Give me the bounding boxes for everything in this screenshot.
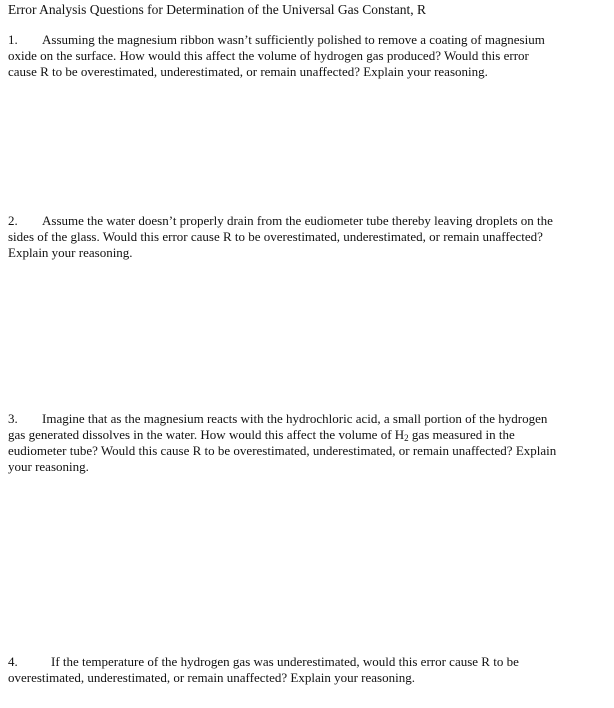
question-1-line-3: cause R to be overestimated, underestimated, or remain unaffected? Explain your reasoning.	[8, 64, 488, 79]
question-4-line-1	[8, 654, 608, 670]
question-1	[8, 32, 608, 80]
question-3-text-1: Imagine that as the magnesium reacts with the hydrochloric acid, a small portion of the hydrogen	[42, 411, 548, 426]
question-2	[8, 213, 608, 261]
question-1-line-1	[8, 32, 608, 48]
question-4-number: 4.	[8, 654, 18, 669]
question-4-line-2: overestimated, underestimated, or remain unaffected? Explain your reasoning.	[8, 670, 415, 685]
h2-subscript: 2	[404, 433, 409, 443]
question-2-text-1: Assume the water doesn’t properly drain from the eudiometer tube thereby leaving droplets on the	[42, 213, 553, 228]
question-2-line-2: sides of the glass. Would this error cause R to be overestimated, underestimated, or remain unaffected?	[8, 229, 543, 244]
question-1-number: 1.	[8, 32, 18, 47]
question-3-number: 3.	[8, 411, 18, 426]
question-2-line-1	[8, 213, 608, 229]
question-3-line-3: eudiometer tube? Would this cause R to be overestimated, underestimated, or remain unaffected? Explain	[8, 443, 557, 458]
question-4	[8, 654, 608, 686]
question-2-number: 2.	[8, 213, 18, 228]
question-1-text-1: Assuming the magnesium ribbon wasn’t sufficiently polished to remove a coating of magnesium	[42, 32, 545, 47]
question-4-text-1: If the temperature of the hydrogen gas was underestimated, would this error cause R to be	[51, 654, 519, 669]
question-3-line-1	[8, 411, 608, 427]
question-3-line-2	[8, 427, 608, 443]
question-1-line-2: oxide on the surface. How would this affect the volume of hydrogen gas produced? Would this error	[8, 48, 529, 63]
question-2-line-3: Explain your reasoning.	[8, 245, 133, 260]
page-title: Error Analysis Questions for Determination of the Universal Gas Constant, R	[8, 2, 427, 17]
question-3-text-2a: gas generated dissolves in the water. How would this affect the volume of H	[8, 427, 405, 442]
question-3-line-4: your reasoning.	[8, 459, 89, 474]
question-3-text-2b: gas measured in the	[408, 427, 515, 442]
question-3	[8, 411, 608, 475]
